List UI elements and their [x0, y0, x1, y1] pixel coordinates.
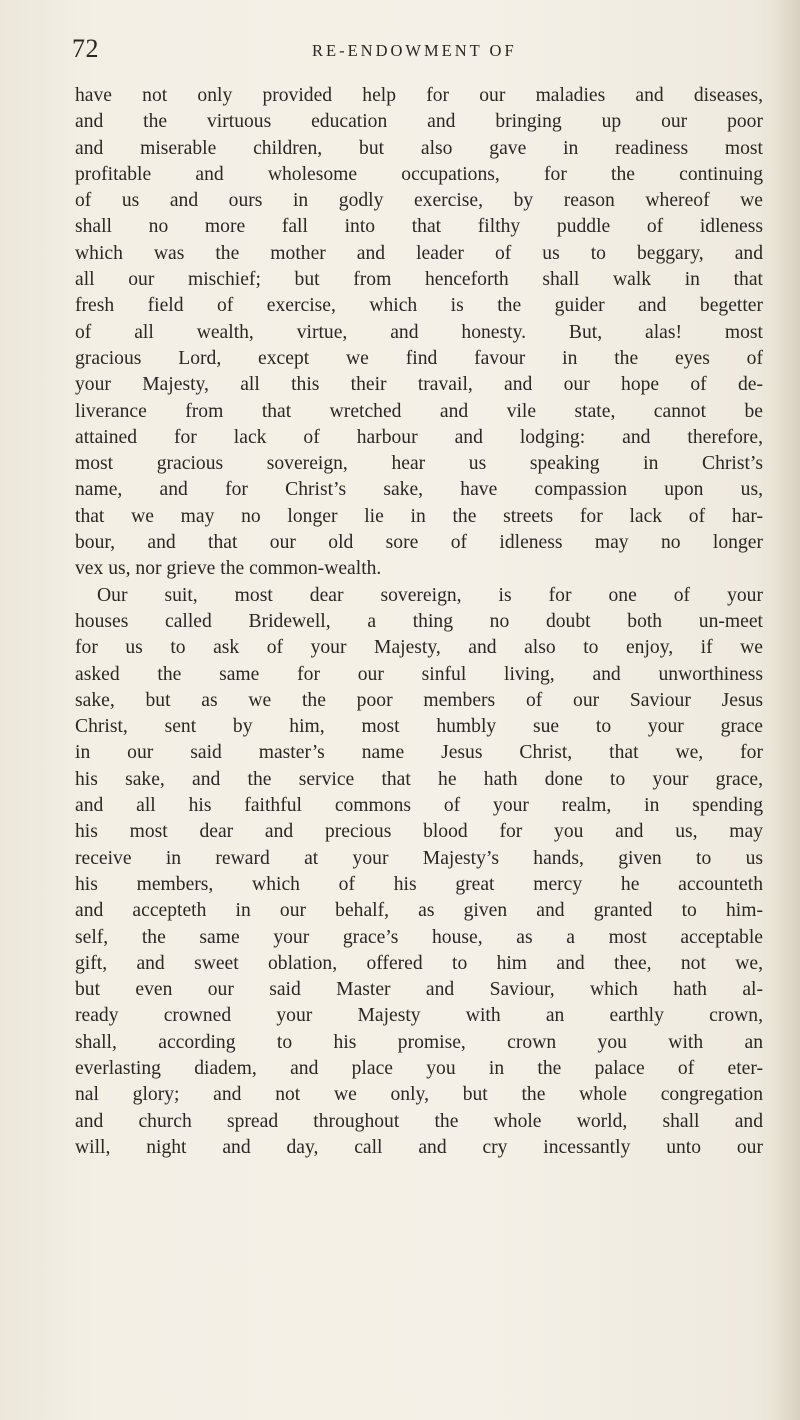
- text-line: sake, but as we the poor members of our Saviour Jesus: [75, 689, 763, 711]
- text-line: receive in reward at your Majesty’s hands, given to us: [75, 847, 763, 869]
- text-line: profitable and wholesome occupations, for the continuing: [75, 163, 763, 185]
- text-line: and miserable children, but also gave in readiness most: [75, 137, 763, 159]
- page-edge-shadow: [774, 0, 800, 1420]
- text-line: shall, according to his promise, crown you with an: [75, 1031, 763, 1053]
- paragraph-start-line: Our suit, most dear sovereign, is for one of your: [97, 584, 763, 606]
- running-head: [72, 34, 762, 74]
- text-line: and church spread throughout the whole world, shall and: [75, 1110, 763, 1132]
- text-line: everlasting diadem, and place you in the palace of eter-: [75, 1057, 763, 1079]
- text-line: attained for lack of harbour and lodging: and therefore,: [75, 426, 763, 448]
- text-line: of all wealth, virtue, and honesty. But, alas! most: [75, 321, 763, 343]
- text-line: fresh field of exercise, which is the guider and begetter: [75, 295, 763, 317]
- text-line: but even our said Master and Saviour, which hath al-: [75, 979, 763, 1001]
- text-line: nal glory; and not we only, but the whole congregation: [75, 1084, 763, 1106]
- text-line: most gracious sovereign, hear us speaking in Christ’s: [75, 453, 763, 475]
- text-line: will, night and day, call and cry incessantly unto our: [75, 1136, 763, 1158]
- text-line: his most dear and precious blood for you and us, may: [75, 821, 763, 843]
- text-line: of us and ours in godly exercise, by reason whereof we: [75, 190, 763, 212]
- text-line: Christ, sent by him, most humbly sue to your grace: [75, 716, 763, 738]
- text-line: and the virtuous education and bringing up our poor: [75, 111, 763, 133]
- text-line: all our mischief; but from henceforth shall walk in that: [75, 269, 763, 291]
- text-line: name, and for Christ’s sake, have compassion upon us,: [75, 479, 763, 501]
- text-line: his members, which of his great mercy he accounteth: [75, 873, 763, 895]
- text-line: gracious Lord, except we find favour in the eyes of: [75, 347, 763, 369]
- text-line: gift, and sweet oblation, offered to him and thee, not we,: [75, 952, 763, 974]
- paragraph-end-line: vex us, nor grieve the common-wealth.: [75, 558, 382, 580]
- text-line: self, the same your grace’s house, as a most acceptable: [75, 926, 763, 948]
- text-line: that we may no longer lie in the streets for lack of har-: [75, 505, 763, 527]
- text-line: in our said master’s name Jesus Christ, that we, for: [75, 742, 763, 764]
- text-line: and all his faithful commons of your realm, in spending: [75, 795, 763, 817]
- text-line: bour, and that our old sore of idleness may no longer: [75, 532, 763, 554]
- text-line: liverance from that wretched and vile state, cannot be: [75, 400, 763, 422]
- text-line: your Majesty, all this their travail, and our hope of de-: [75, 374, 763, 396]
- text-line: asked the same for our sinful living, and unworthiness: [75, 663, 763, 685]
- text-line: for us to ask of your Majesty, and also to enjoy, if we: [75, 637, 763, 659]
- running-head-title: RE-ENDOWMENT OF: [312, 41, 517, 60]
- text-line: houses called Bridewell, a thing no doubt both un-meet: [75, 610, 763, 632]
- text-line: his sake, and the service that he hath done to your grace,: [75, 768, 763, 790]
- text-line: shall no more fall into that filthy puddle of idleness: [75, 216, 763, 238]
- text-line: and accepteth in our behalf, as given and granted to him-: [75, 900, 763, 922]
- body-text: [75, 83, 763, 1161]
- text-line: have not only provided help for our maladies and diseases,: [75, 85, 763, 106]
- text-line: which was the mother and leader of us to beggary, and: [75, 242, 763, 264]
- page-number: 72: [72, 34, 99, 63]
- text-line: ready crowned your Majesty with an earthly crown,: [75, 1005, 763, 1027]
